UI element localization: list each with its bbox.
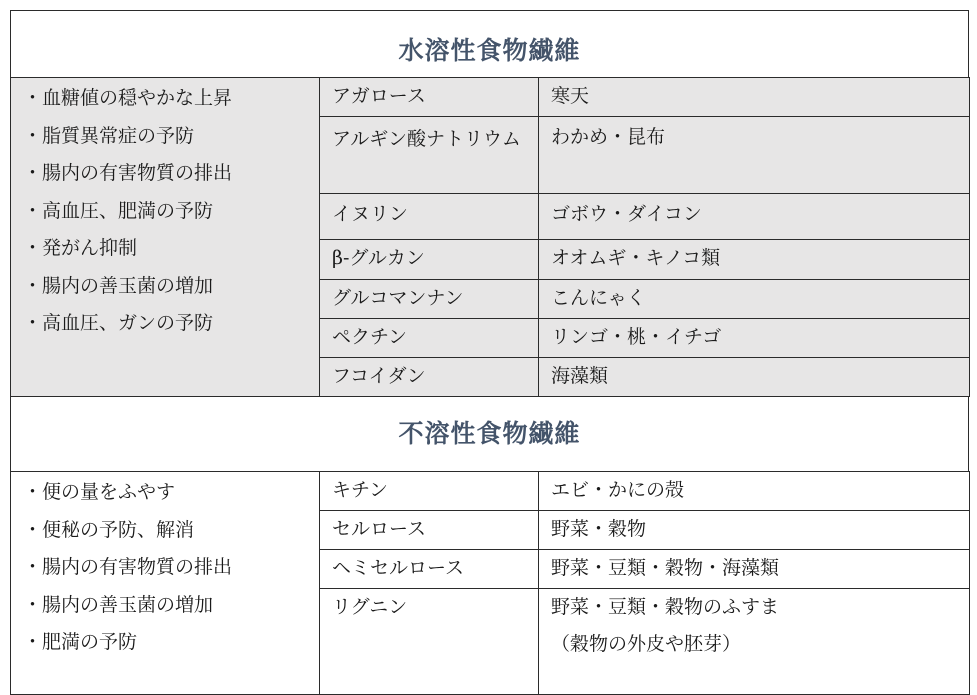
effect-item: ・発がん抑制 — [23, 237, 138, 259]
effect-item: ・血糖値の穏やかな上昇 — [23, 87, 233, 109]
effect-item: ・高血圧、ガンの予防 — [23, 312, 214, 334]
food-source-note: （穀物の外皮や胚芽） — [551, 633, 742, 655]
effect-item: ・腸内の有害物質の排出 — [23, 556, 233, 578]
effect-item: ・高血圧、肥満の予防 — [23, 199, 214, 222]
food-source-cell: 寒天 — [539, 78, 970, 117]
effect-item: ・腸内の善玉菌の増加 — [23, 593, 214, 616]
effect-item: ・脂質異常症の予防 — [23, 124, 195, 147]
food-source-cell: エビ・かにの殻 — [539, 472, 970, 511]
table-row — [11, 78, 970, 117]
fiber-name-cell: リグニン — [320, 589, 539, 695]
insoluble-effects-cell — [11, 472, 320, 695]
fiber-table-frame — [10, 10, 969, 684]
food-source-cell: こんにゃく — [539, 280, 970, 319]
fiber-name-cell: β-グルカン — [320, 240, 539, 280]
fiber-name-cell: キチン — [320, 472, 539, 511]
food-source-cell: リンゴ・桃・イチゴ — [539, 319, 970, 358]
effect-item: ・便秘の予防、解消 — [23, 518, 195, 541]
insoluble-fiber-title: 不溶性食物繊維 — [398, 419, 581, 448]
effect-item: ・便の量をふやす — [23, 481, 176, 503]
food-source-cell: ゴボウ・ダイコン — [539, 194, 970, 240]
fiber-name-cell: アガロース — [320, 78, 539, 117]
food-source-cell: 野菜・豆類・穀物・海藻類 — [539, 550, 970, 589]
fiber-name-cell: フコイダン — [320, 358, 539, 397]
effect-item: ・腸内の善玉菌の増加 — [23, 274, 214, 297]
soluble-fiber-title: 水溶性食物繊維 — [398, 36, 581, 65]
fiber-name-cell: グルコマンナン — [320, 280, 539, 319]
insoluble-fiber-table — [10, 471, 970, 695]
fiber-name-cell: ペクチン — [320, 319, 539, 358]
food-source-cell: 野菜・穀物 — [539, 511, 970, 550]
food-source-cell: わかめ・昆布 — [539, 117, 970, 194]
fiber-name-cell: セルロース — [320, 511, 539, 550]
fiber-name-cell: アルギン酸ナトリウム — [320, 117, 539, 194]
soluble-effects-cell — [11, 78, 320, 397]
table-row — [11, 472, 970, 511]
food-source-cell — [539, 589, 970, 695]
fiber-name-cell: ヘミセルロース — [320, 550, 539, 589]
effect-item: ・腸内の有害物質の排出 — [23, 162, 233, 184]
food-source-text: 野菜・豆類・穀物のふすま — [551, 596, 780, 618]
food-source-cell: 海藻類 — [539, 358, 970, 397]
fiber-name-cell: イヌリン — [320, 194, 539, 240]
food-source-cell: オオムギ・キノコ類 — [539, 240, 970, 280]
effect-item: ・肥満の予防 — [23, 631, 138, 653]
soluble-fiber-table — [10, 77, 970, 397]
